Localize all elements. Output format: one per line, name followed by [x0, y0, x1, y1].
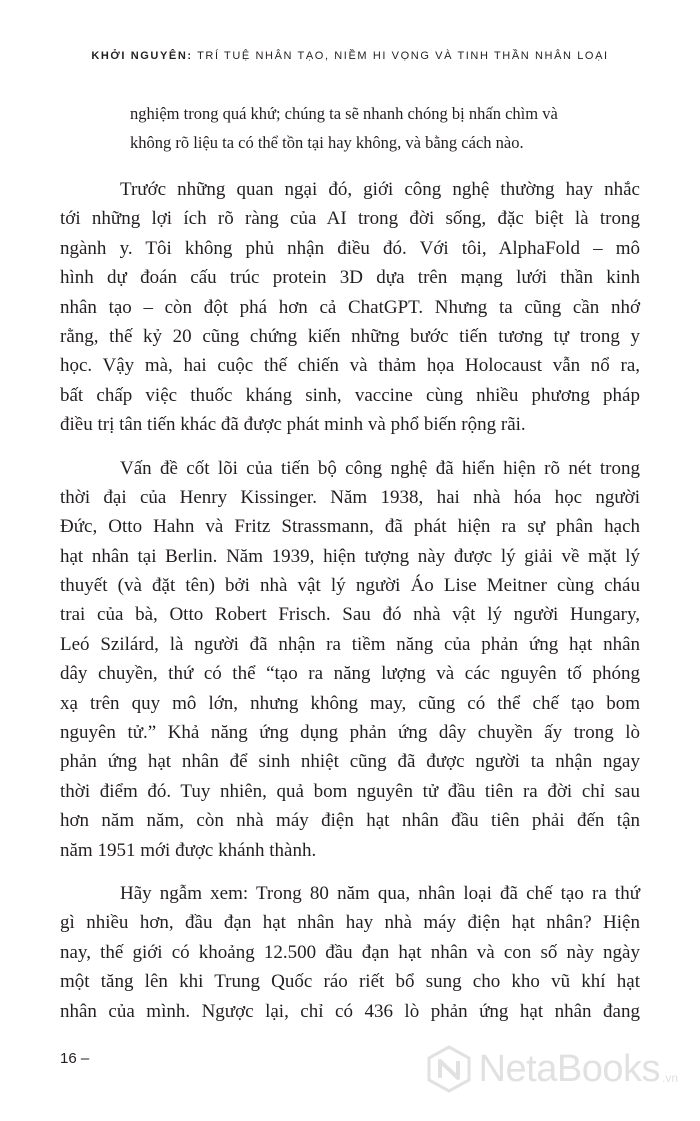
page-number: 16 –	[60, 1050, 90, 1067]
text-line: Hãy ngẫm xem: Trong 80 năm qua, nhân loại đã chế tạo ra thứ	[120, 882, 640, 904]
watermark	[425, 1045, 678, 1093]
text-line: hơn năm năm, còn nhà máy điện hạt nhân đầu tiên phải đến tận	[60, 810, 640, 832]
paragraph	[60, 175, 640, 440]
text-line: ngành y. Tôi không phủ nhận điều đó. Với tôi, AlphaFold – mô	[60, 237, 640, 259]
text-line: xạ trên quy mô lớn, nhưng không may, cũng có thể chế tạo bom	[60, 692, 640, 714]
text-line: thuyết (và đặt tên) bởi nhà vật lý người Áo Lise Meitner cùng cháu	[60, 575, 640, 597]
text-line: rằng, thế kỷ 20 cũng chứng kiến những bước tiến tương tự trong y	[60, 325, 640, 347]
body-text	[60, 175, 640, 1040]
text-line: hình dự đoán cấu trúc protein 3D dựa trên mạng lưới thần kinh	[60, 267, 640, 289]
text-line: gì nhiều hơn, đầu đạn hạt nhân hay nhà máy điện hạt nhân? Hiện	[60, 912, 640, 934]
text-line: thời đại của Henry Kissinger. Năm 1938, hai nhà hóa học người	[60, 486, 640, 508]
text-line: bất chấp việc thuốc kháng sinh, vaccine cùng nhiều phương pháp	[60, 384, 640, 406]
netabooks-logo-icon	[425, 1045, 473, 1093]
text-line: hạt nhân tại Berlin. Năm 1939, hiện tượng này được lý giải về mặt lý	[60, 545, 640, 567]
text-line: trai của bà, Otto Robert Frisch. Sau đó nhà vật lý người Hungary,	[60, 604, 640, 626]
text-line: Leó Szilárd, là người đã nhận ra tiềm năng của phản ứng hạt nhân	[60, 633, 640, 655]
text-line: dây chuyền, thứ có thể “tạo ra năng lượng và các nguyên tố phóng	[60, 663, 640, 685]
paragraph	[60, 879, 640, 1026]
text-line: nguyên tử.” Khả năng ứng dụng phản ứng dây chuyền ấy trong lò	[60, 722, 640, 744]
text-line: thời điểm đó. Tuy nhiên, quả bom nguyên tử đầu tiên ra đời chỉ sau	[60, 780, 640, 802]
text-line: Đức, Otto Hahn và Fritz Strassmann, đã phát hiện ra sự phân hạch	[60, 516, 640, 538]
text-line: học. Vậy mà, hai cuộc thế chiến và thảm họa Holocaust vẫn nổ ra,	[60, 355, 640, 377]
text-line: một tăng lên khi Trung Quốc ráo riết bổ sung cho kho vũ khí hạt	[60, 971, 640, 993]
text-line: Trước những quan ngại đó, giới công nghệ thường hay nhắc	[120, 179, 640, 200]
quote-line: không rõ liệu ta có thể tồn tại hay không, và bằng cách nào.	[130, 133, 524, 152]
running-head-title: TRÍ TUỆ NHÂN TẠO, NIỀM HI VỌNG VÀ TINH THẦN NHÂN LOẠI	[192, 50, 609, 62]
running-head	[0, 50, 700, 62]
text-line: Vấn đề cốt lõi của tiến bộ công nghệ đã hiển hiện rõ nét trong	[120, 457, 640, 479]
text-line: năm 1951 mới được khánh thành.	[60, 839, 317, 861]
quote-line: nghiệm trong quá khứ; chúng ta sẽ nhanh chóng bị nhấn chìm và	[130, 104, 558, 123]
text-line: nay, thế giới có khoảng 12.500 đầu đạn hạt nhân và con số này ngày	[60, 941, 640, 963]
text-line: điều trị tân tiến khác đã được phát minh và phổ biến rộng rãi.	[60, 414, 526, 436]
block-quote	[130, 99, 590, 157]
paragraph	[60, 454, 640, 865]
text-line: nhân của mình. Ngược lại, chỉ có 436 lò phản ứng hạt nhân đang	[60, 1000, 640, 1022]
watermark-brand: NetaBooks	[478, 1047, 660, 1090]
text-line: nhân tạo – còn đột phá hơn cả ChatGPT. Nhưng ta cũng cần nhớ	[60, 296, 640, 318]
running-head-bold: KHỞI NGUYÊN:	[91, 50, 193, 62]
text-line: tới những lợi ích rõ ràng của AI trong đời sống, đặc biệt là trong	[60, 208, 640, 230]
watermark-suffix: .vn	[661, 1071, 678, 1085]
text-line: phản ứng hạt nhân để sinh nhiệt cũng đã được người ta nhận ngay	[60, 751, 640, 773]
